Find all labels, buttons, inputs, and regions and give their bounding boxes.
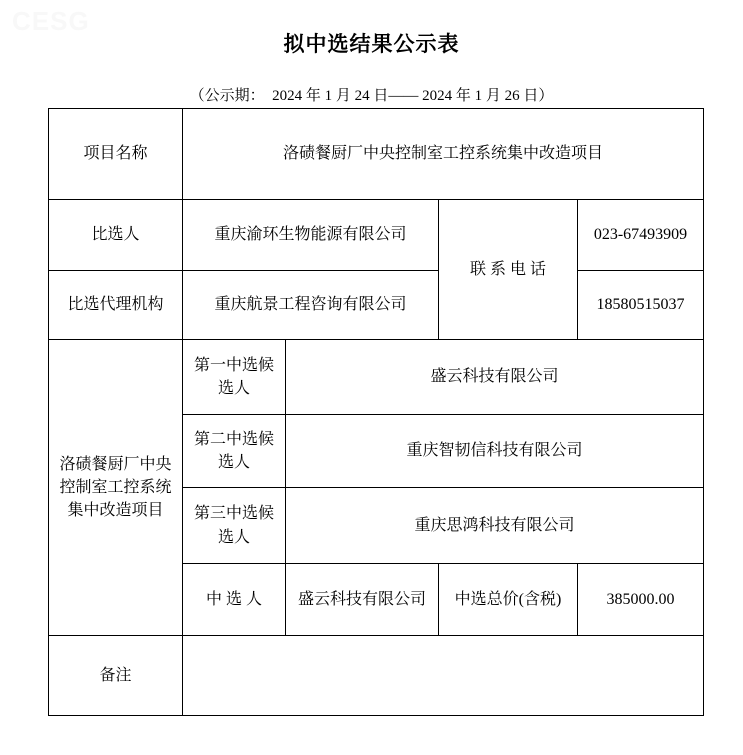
remark-label: 备注 xyxy=(49,636,183,716)
winner-price-value: 385000.00 xyxy=(578,564,704,636)
selector-phone-value: 023-67493909 xyxy=(578,200,704,271)
table-row xyxy=(49,271,704,340)
table-row xyxy=(49,636,704,716)
winner-label: 中 选 人 xyxy=(183,564,286,636)
cesg-watermark: CESG xyxy=(12,6,90,36)
contact-phone-label: 联 系 电 话 xyxy=(439,200,578,340)
candidate-3-value: 重庆思鸿科技有限公司 xyxy=(286,488,704,564)
project-name-label: 项目名称 xyxy=(49,109,183,200)
candidate-1-value: 盛云科技有限公司 xyxy=(286,340,704,415)
agency-value: 重庆航景工程咨询有限公司 xyxy=(183,271,439,340)
candidate-3-label: 第三中选候选人 xyxy=(183,488,286,564)
selector-value: 重庆渝环生物能源有限公司 xyxy=(183,200,439,271)
candidate-2-value: 重庆智韧信科技有限公司 xyxy=(286,415,704,488)
selector-label: 比选人 xyxy=(49,200,183,271)
project-merged-cell: 洛碛餐厨厂中央控制室工控系统集中改造项目 xyxy=(49,340,183,636)
remark-value xyxy=(183,636,704,716)
project-name-value: 洛碛餐厨厂中央控制室工控系统集中改造项目 xyxy=(183,109,704,200)
publicity-period: （公示期： 2024 年 1 月 24 日—— 2024 年 1 月 26 日） xyxy=(189,88,554,104)
agency-phone-value: 18580515037 xyxy=(578,271,704,340)
winner-value: 盛云科技有限公司 xyxy=(286,564,439,636)
candidate-2-label: 第二中选候选人 xyxy=(183,415,286,488)
table-row xyxy=(49,340,704,415)
agency-label: 比选代理机构 xyxy=(49,271,183,340)
table-row xyxy=(49,200,704,271)
page-title: 拟中选结果公示表 xyxy=(283,32,460,56)
result-table xyxy=(48,108,704,716)
candidate-1-label: 第一中选候选人 xyxy=(183,340,286,415)
table-row xyxy=(49,109,704,200)
winner-price-label: 中选总价(含税) xyxy=(439,564,578,636)
